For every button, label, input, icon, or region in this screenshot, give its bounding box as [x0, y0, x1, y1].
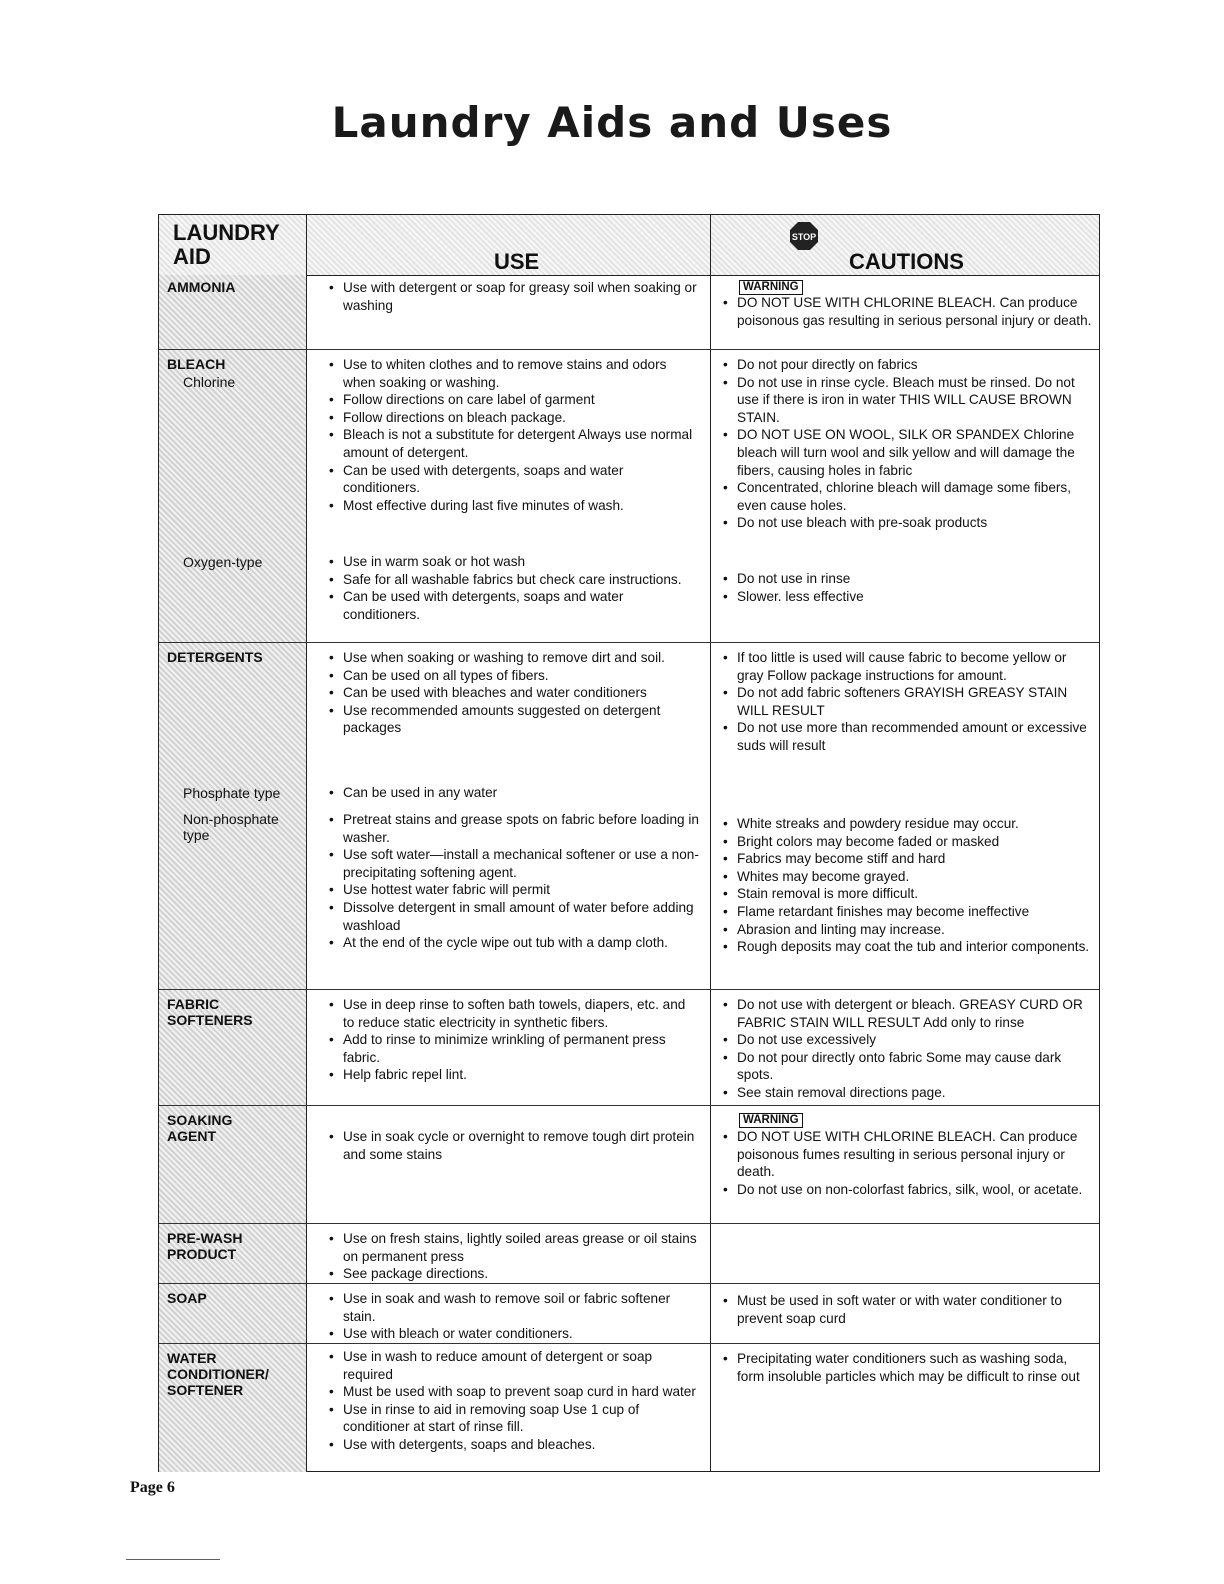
list-item: • Stain removal is more difficult. — [721, 885, 1093, 903]
use-list — [327, 356, 699, 514]
list-item: • Pretreat stains and grease spots on fabric before loading in washer. — [327, 811, 699, 846]
table-row-bleach — [159, 349, 1099, 643]
list-item: • Most effective during last five minutes of wash. — [327, 497, 699, 515]
use-list — [327, 996, 699, 1084]
list-item: • Can be used in any water — [327, 784, 699, 802]
list-item: • Use with bleach or water conditioners. — [327, 1325, 699, 1343]
list-item: • DO NOT USE ON WOOL, SILK OR SPANDEX Chlorine bleach will turn wool and silk yellow and will damage the fibers, causing holes in fabric — [721, 426, 1093, 479]
list-item: • Use with detergents, soaps and bleaches. — [327, 1436, 699, 1454]
aid-name-detergents: DETERGENTS — [167, 649, 263, 665]
use-list — [327, 784, 699, 802]
list-item: • Use in rinse to aid in removing soap Use 1 cup of conditioner at start of rinse fill. — [327, 1401, 699, 1436]
use-list — [327, 1290, 699, 1343]
page-number: Page 6 — [130, 1479, 175, 1496]
list-item: • Can be used with bleaches and water conditioners — [327, 684, 699, 702]
list-item: • Can be used on all types of fibers. — [327, 667, 699, 685]
list-item: • Do not use excessively — [721, 1031, 1093, 1049]
aid-sub-phosphate: Phosphate type — [183, 785, 281, 801]
table-header — [159, 215, 1099, 276]
list-item: • Use in soak and wash to remove soil or fabric softener stain. — [327, 1290, 699, 1325]
list-item: • Flame retardant finishes may become ineffective — [721, 903, 1093, 921]
list-item: • Rough deposits may coat the tub and interior components. — [721, 938, 1093, 956]
aid-sub-nonphosphate: Non-phosphate type — [183, 811, 279, 843]
warning-badge — [721, 277, 803, 295]
table-row-soap — [159, 1283, 1099, 1344]
list-item: • See stain removal directions page. — [721, 1084, 1093, 1102]
stop-sign-label: STOP — [791, 232, 817, 242]
list-item: • Precipitating water conditioners such as washing soda, form insoluble particles which may be difficult to rinse out — [721, 1350, 1093, 1385]
footer-rule — [126, 1559, 220, 1560]
cautions-list — [721, 294, 1093, 329]
cautions-list — [721, 649, 1093, 755]
header-cautions: CAUTIONS — [849, 249, 964, 274]
list-item: • Do not use with detergent or bleach. GREASY CURD OR FABRIC STAIN WILL RESULT Add only to rinse — [721, 996, 1093, 1031]
header-laundry-aid: LAUNDRY AID — [173, 220, 280, 269]
table-row-ammonia — [159, 275, 1099, 349]
warning-badge — [721, 1110, 803, 1128]
list-item: • Slower. less effective — [721, 588, 1093, 606]
list-item: • See package directions. — [327, 1265, 699, 1283]
list-item: • Follow directions on bleach package. — [327, 409, 699, 427]
list-item: • DO NOT USE WITH CHLORINE BLEACH. Can produce poisonous fumes resulting in serious personal injury or death. — [721, 1128, 1093, 1181]
table-row-soaking-agent — [159, 1105, 1099, 1224]
cautions-list — [721, 1292, 1093, 1327]
use-list — [327, 1128, 699, 1163]
list-item: • Concentrated, chlorine bleach will damage some fibers, even cause holes. — [721, 479, 1093, 514]
list-item: • Use on fresh stains, lightly soiled areas grease or oil stains on permanent press — [327, 1230, 699, 1265]
cautions-list — [721, 815, 1093, 956]
aid-name-prewash: PRE-WASH PRODUCT — [167, 1230, 243, 1262]
page-title: Laundry Aids and Uses — [331, 98, 893, 147]
list-item: • Dissolve detergent in small amount of water before adding washload — [327, 899, 699, 934]
aid-sub-oxygen: Oxygen-type — [183, 554, 263, 570]
list-item: • Help fabric repel lint. — [327, 1066, 699, 1084]
list-item: • DO NOT USE WITH CHLORINE BLEACH. Can produce poisonous gas resulting in serious personal injury or death. — [721, 294, 1093, 329]
aid-cell — [159, 1224, 306, 1284]
warning-label: WARNING — [739, 280, 803, 295]
stop-sign-icon — [789, 221, 819, 251]
list-item: • White streaks and powdery residue may occur. — [721, 815, 1093, 833]
cautions-list — [721, 996, 1093, 1102]
laundry-aids-table — [158, 214, 1100, 1472]
aid-name-soap: SOAP — [167, 1290, 207, 1306]
aid-cell — [159, 1106, 306, 1224]
aid-cell — [159, 1344, 306, 1472]
use-list — [327, 811, 699, 952]
list-item: • Do not use more than recommended amount or excessive suds will result — [721, 719, 1093, 754]
table-row-detergents — [159, 642, 1099, 990]
use-list — [327, 1348, 699, 1454]
list-item: • Do not use in rinse cycle. Bleach must be rinsed. Do not use if there is iron in water THIS WILL CAUSE BROWN STAIN. — [721, 374, 1093, 427]
list-item: • Use in wash to reduce amount of detergent or soap required — [327, 1348, 699, 1383]
list-item: • Use in deep rinse to soften bath towels, diapers, etc. and to reduce static electricity in synthetic fibers. — [327, 996, 699, 1031]
table-row-prewash — [159, 1223, 1099, 1284]
use-list — [327, 279, 699, 314]
aid-name-water-conditioner: WATER CONDITIONER/ SOFTENER — [167, 1350, 269, 1398]
aid-cell — [159, 275, 306, 349]
warning-label: WARNING — [739, 1113, 803, 1128]
aid-cell — [159, 1284, 306, 1344]
list-item: • Must be used in soft water or with water conditioner to prevent soap curd — [721, 1292, 1093, 1327]
list-item: • Can be used with detergents, soaps and water conditioners. — [327, 462, 699, 497]
cautions-list — [721, 1350, 1093, 1385]
header-use: USE — [494, 249, 540, 274]
list-item: • If too little is used will cause fabric to become yellow or gray Follow package instructions for amount. — [721, 649, 1093, 684]
cautions-list — [721, 356, 1093, 532]
list-item: • Do not use bleach with pre-soak products — [721, 514, 1093, 532]
table-row-fabric-softeners — [159, 989, 1099, 1106]
list-item: • Do not use in rinse — [721, 570, 1093, 588]
aid-name-fabric-softeners: FABRIC SOFTENERS — [167, 996, 253, 1028]
aid-name-ammonia: AMMONIA — [167, 279, 236, 295]
list-item: • Follow directions on care label of garment — [327, 391, 699, 409]
list-item: • Can be used with detergents, soaps and water conditioners. — [327, 588, 699, 623]
cautions-list — [721, 1128, 1093, 1198]
list-item: • Do not add fabric softeners GRAYISH GREASY STAIN WILL RESULT — [721, 684, 1093, 719]
list-item: • Use in soak cycle or overnight to remove tough dirt protein and some stains — [327, 1128, 699, 1163]
list-item: • Bright colors may become faded or masked — [721, 833, 1093, 851]
use-list — [327, 649, 699, 737]
use-list — [327, 553, 699, 623]
list-item: • Use to whiten clothes and to remove stains and odors when soaking or washing. — [327, 356, 699, 391]
aid-cell — [159, 643, 306, 990]
list-item: • Abrasion and linting may increase. — [721, 921, 1093, 939]
list-item: • Use in warm soak or hot wash — [327, 553, 699, 571]
list-item: • Must be used with soap to prevent soap curd in hard water — [327, 1383, 699, 1401]
list-item: • Bleach is not a substitute for detergent Always use normal amount of detergent. — [327, 426, 699, 461]
list-item: • Use recommended amounts suggested on detergent packages — [327, 702, 699, 737]
aid-cell — [159, 350, 306, 643]
list-item: • Add to rinse to minimize wrinkling of permanent press fabric. — [327, 1031, 699, 1066]
list-item: • Use hottest water fabric will permit — [327, 881, 699, 899]
table-row-water-conditioner — [159, 1343, 1099, 1472]
list-item: • Use with detergent or soap for greasy soil when soaking or washing — [327, 279, 699, 314]
list-item: • Do not pour directly on fabrics — [721, 356, 1093, 374]
list-item: • At the end of the cycle wipe out tub with a damp cloth. — [327, 934, 699, 952]
aid-cell — [159, 990, 306, 1106]
list-item: • Use when soaking or washing to remove dirt and soil. — [327, 649, 699, 667]
list-item: • Do not use on non-colorfast fabrics, silk, wool, or acetate. — [721, 1181, 1093, 1199]
list-item: • Do not pour directly onto fabric Some may cause dark spots. — [721, 1049, 1093, 1084]
use-list — [327, 1230, 699, 1283]
aid-name-soaking-agent: SOAKING AGENT — [167, 1112, 233, 1144]
list-item: • Whites may become grayed. — [721, 868, 1093, 886]
list-item: • Safe for all washable fabrics but check care instructions. — [327, 571, 699, 589]
list-item: • Fabrics may become stiff and hard — [721, 850, 1093, 868]
list-item: • Use soft water—install a mechanical softener or use a non-precipitating softening agent. — [327, 846, 699, 881]
aid-sub-chlorine: Chlorine — [183, 374, 236, 390]
cautions-list — [721, 570, 1093, 605]
aid-name-bleach: BLEACH — [167, 356, 226, 372]
